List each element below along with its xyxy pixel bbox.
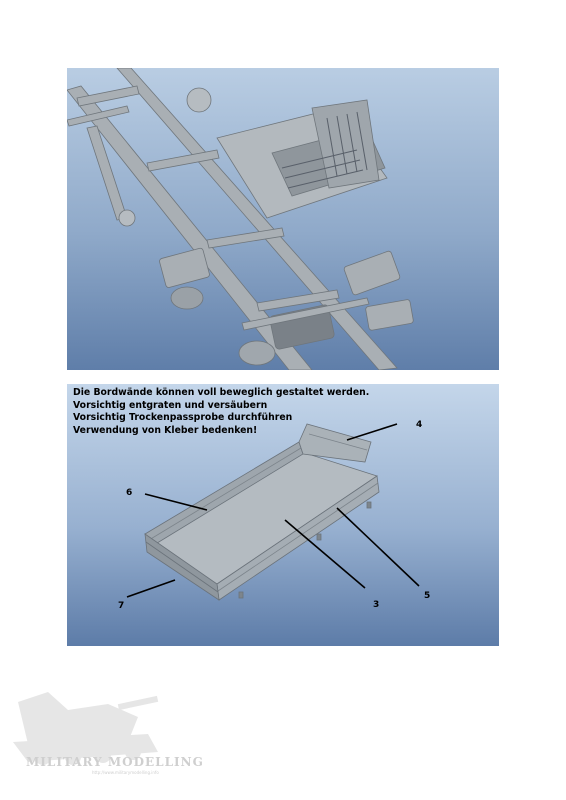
chassis-render-panel	[67, 68, 499, 370]
chassis-illustration	[67, 68, 499, 370]
callout-3: 3	[373, 600, 380, 610]
cargo-bed-panel	[67, 384, 499, 646]
instruction-line-3: Vorsichtig Trockenpassprobe durchführen	[73, 412, 293, 424]
callout-4: 4	[416, 420, 423, 430]
cargo-bed-illustration	[67, 384, 499, 646]
instruction-line-4: Verwendung von Kleber bedenken!	[73, 424, 258, 436]
watermark-title: MILITARY MODELLING	[26, 755, 204, 769]
instruction-line-2: Vorsichtig entgraten und versäubern	[73, 399, 268, 411]
leader-line-3	[285, 520, 365, 588]
instruction-line-1: Die Bordwände können voll beweglich gestaltet werden.	[73, 387, 370, 398]
callout-5: 5	[424, 591, 431, 601]
watermark-url: http://www.militarymodelling.info	[92, 770, 159, 775]
callout-7: 7	[118, 601, 125, 611]
leader-line-7	[127, 580, 175, 597]
leader-line-4	[347, 424, 397, 440]
callout-6: 6	[126, 488, 133, 498]
leader-line-6	[145, 494, 207, 510]
